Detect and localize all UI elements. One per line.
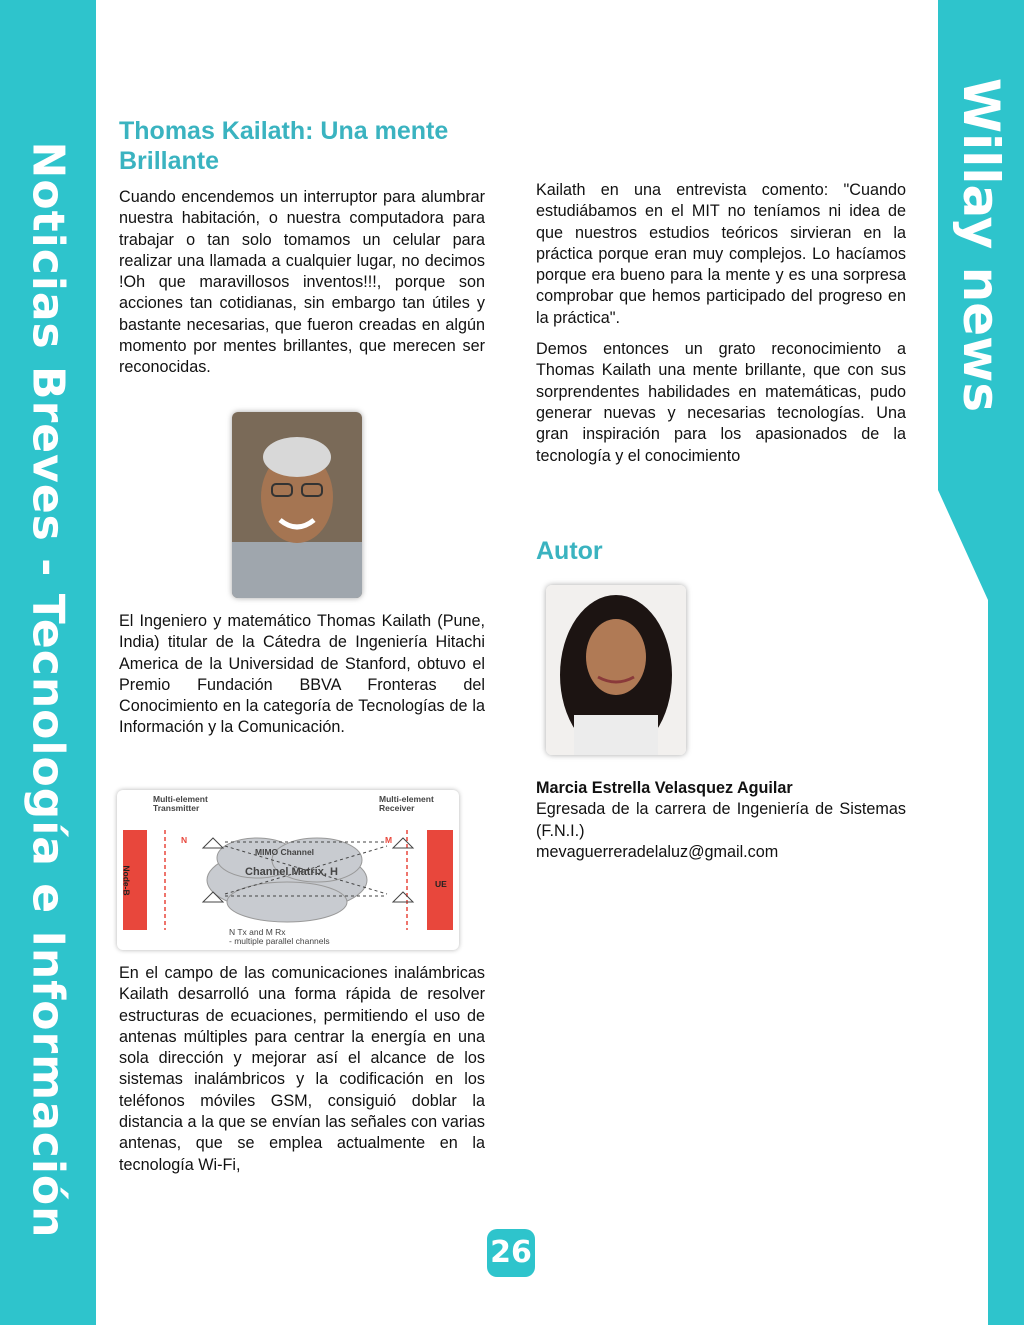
author-name: Marcia Estrella Velasquez Aguilar [536, 779, 793, 797]
paragraph-interview: Kailath en una entrevista comento: "Cuando estudiábamos en el MIT no teníamos ni idea de que nuestros estudios teóricos sirvieran en la práctica porque eran muy complejos. Lo hacíamos porque era bueno para la mente y es una sorpresa comprobar que hemos participado del progreso en la práctica". [536, 181, 906, 327]
ue-label: UE [435, 879, 447, 889]
magazine-name: Willay news [952, 77, 1010, 413]
diagram-note-1: N Tx and M Rx [229, 927, 286, 937]
paragraph-bio: El Ingeniero y matemático Thomas Kailath (Pune, India) titular de la Cátedra de Ingeniería Hitachi America de la Universidad de Stanford, obtuvo el Premio Fundación BBVA Fronteras del Conocimiento en la categoría de Tecnologías de la Información y la Comunicación. [119, 612, 485, 737]
kailath-photo [232, 412, 362, 598]
left-column-intro [119, 187, 485, 379]
node-b-label: Node-B [121, 865, 132, 896]
article-title: Thomas Kailath: Una mente Brillante [119, 117, 449, 175]
left-column-wireless [119, 963, 485, 1176]
n-label: N [181, 835, 188, 845]
paragraph-conclusion: Demos entonces un grato reconocimiento a Thomas Kailath una mente brillante, que con sus sorprendentes habilidades en matemáticas, pudo generar nuevas y necesarias tecnologías. Una gran inspiración para los apasionados de la tecnología y el conocimiento [536, 340, 906, 465]
author-photo [546, 585, 686, 755]
m-label: M [385, 835, 393, 845]
mimo-diagram [117, 790, 459, 950]
author-portrait-image [546, 585, 686, 755]
paragraph-wireless: En el campo de las comunicaciones inalámbricas Kailath desarrolló una forma rápida de resolver estructuras de ecuaciones, permitiendo el uso de antenas múltiples para centrar la energía en una sola dirección y mejorar así el alcance de los sistemas inalámbricos y la codificación en los teléfonos móviles GSM, consiguió doblar la distancia a la que se envían las señales con varias antenas, que se emplea actualmente en la tecnología Wi-Fi, [119, 964, 485, 1174]
author-role: Egresada de la carrera de Ingeniería de Sistemas (F.N.I.) [536, 800, 906, 840]
author-info [536, 778, 906, 863]
author-email[interactable]: mevaguerreradelaluz@gmail.com [536, 842, 779, 861]
left-sidebar-band [0, 0, 96, 1325]
transmitter-label: Multi-element Transmitter [153, 794, 208, 813]
mimo-channel-label: MIMO Channel [255, 847, 315, 857]
receiver-label: Multi-element Receiver [379, 794, 434, 813]
channel-matrix-label: Channel Matrix, H [245, 866, 338, 878]
right-sidebar-band [938, 0, 1024, 1325]
paragraph-intro: Cuando encendemos un interruptor para alumbrar nuestra habitación, o nuestra computadora para trabajar o tan solo tomamos un celular para realizar una llamada a cualquier lugar, no decimos !Oh que maravillosos inventos!!!, porque son acciones tan cotidianas, sin embargo tan útiles y bastante necesarias, que fueron creadas en algún momento por mentes brillantes, que merecen ser reconocidas. [119, 188, 485, 377]
portrait-image [232, 412, 362, 598]
left-column-bio [119, 611, 485, 739]
author-heading: Autor [536, 537, 603, 565]
section-label: Noticias Breves - Tecnología e Información [22, 141, 74, 1239]
right-column [536, 180, 906, 467]
page-number: 26 [487, 1229, 535, 1277]
diagram-note-2: - multiple parallel channels [229, 936, 330, 946]
